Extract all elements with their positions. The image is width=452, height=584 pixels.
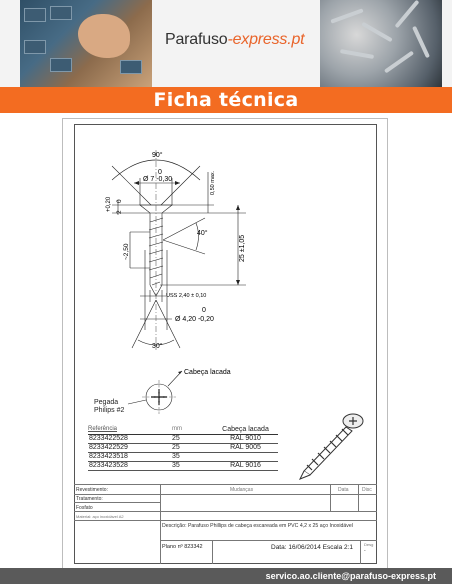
thread-angle-label: 40° bbox=[197, 230, 208, 237]
cell-reference: 8233422528 bbox=[88, 434, 168, 443]
title-block-col-line bbox=[358, 484, 359, 511]
cell-ral: RAL 9016 bbox=[213, 461, 278, 470]
title-block-col-line bbox=[212, 540, 213, 564]
length-label: 25 ±1,05 bbox=[239, 234, 246, 262]
thread-diameter-label: Ø 4,20 -0,20 bbox=[175, 316, 214, 323]
title-block-divider bbox=[160, 484, 161, 564]
cell-ral: RAL 9005 bbox=[213, 443, 278, 452]
title-block-col-line bbox=[360, 540, 361, 564]
table-row bbox=[88, 452, 278, 461]
head-angle-label: 90° bbox=[152, 152, 163, 159]
head-height-label: 0,50 max. bbox=[210, 170, 216, 195]
cell-length: 25 bbox=[168, 443, 213, 452]
cell-reference: 8233422529 bbox=[88, 443, 168, 452]
cell-length: 35 bbox=[168, 461, 213, 470]
cell-reference: 8233423528 bbox=[88, 461, 168, 470]
material-label: Material: aço inoxidável A2 bbox=[76, 514, 124, 519]
logo-main: Parafuso bbox=[165, 31, 228, 48]
thread-tol-zero: 0 bbox=[202, 307, 206, 314]
core-diameter-label: USS 2,40 ± 0,10 bbox=[166, 293, 207, 299]
title-block-row-line bbox=[74, 511, 377, 512]
disc-col-label: Disc bbox=[362, 487, 372, 493]
screw-illustration bbox=[290, 405, 370, 485]
cell-length: 25 bbox=[168, 434, 213, 443]
head-coating-label: Cabeça lacada bbox=[184, 369, 231, 376]
tol-zero-label: 0 bbox=[116, 199, 123, 203]
title-block-col-line bbox=[330, 484, 331, 511]
col-head-coating: Cabeça lacada bbox=[213, 425, 278, 434]
cell-length: 35 bbox=[168, 452, 213, 461]
title-block-row-line bbox=[160, 540, 377, 541]
tol-plus-label: +0,20 bbox=[106, 196, 112, 212]
title-block-row-line bbox=[74, 494, 377, 495]
point-angle-label: 30° bbox=[152, 343, 163, 350]
variants-header-row bbox=[88, 425, 278, 434]
sheet-value: - bbox=[364, 548, 366, 554]
phosphate-label: Fosfato bbox=[76, 505, 93, 511]
tol-two-label: 2 bbox=[116, 210, 123, 214]
head-tol-zero: 0 bbox=[158, 169, 162, 176]
page-title: Ficha técnica bbox=[153, 89, 299, 111]
description-label: Descrição: Parafuso Phillips de cabeça escareada em PVC 4,2 x 25 aço Inoxidável bbox=[162, 523, 353, 529]
drive-type-label bbox=[94, 399, 124, 415]
title-block-row-line bbox=[74, 502, 160, 503]
revisions-label: Revestimento: bbox=[76, 487, 108, 493]
drive-line-1: Pegada bbox=[94, 399, 119, 406]
treatment-label: Tratamento: bbox=[76, 496, 103, 502]
thread-length-label: ~2,50 bbox=[123, 243, 130, 260]
title-block-top-line bbox=[74, 484, 377, 485]
table-row bbox=[88, 461, 278, 470]
cell-reference: 8233423518 bbox=[88, 452, 168, 461]
cell-ral bbox=[213, 452, 278, 461]
drive-line-2: Philips #2 bbox=[94, 407, 125, 414]
col-length: mm bbox=[168, 425, 213, 434]
table-row bbox=[88, 443, 278, 452]
sheet-label: Desg bbox=[364, 542, 374, 547]
variants-table bbox=[88, 425, 278, 471]
date-col-label: Data bbox=[338, 487, 349, 493]
changes-label: Mudanças bbox=[230, 487, 254, 493]
table-row bbox=[88, 434, 278, 443]
logo-accent: -express.pt bbox=[227, 31, 305, 48]
customer-service-email[interactable]: servico.ao.cliente@parafuso-express.pt bbox=[265, 571, 436, 581]
head-diameter-label: Ø 7 -0,30 bbox=[143, 176, 173, 183]
plan-number: Plano nº 823342 bbox=[162, 544, 203, 550]
cell-ral: RAL 9010 bbox=[213, 434, 278, 443]
date-scale: Data: 16/06/2014 Escala 2:1 bbox=[271, 544, 354, 551]
col-reference: Referência bbox=[88, 425, 168, 434]
title-block-row-line bbox=[74, 520, 377, 521]
